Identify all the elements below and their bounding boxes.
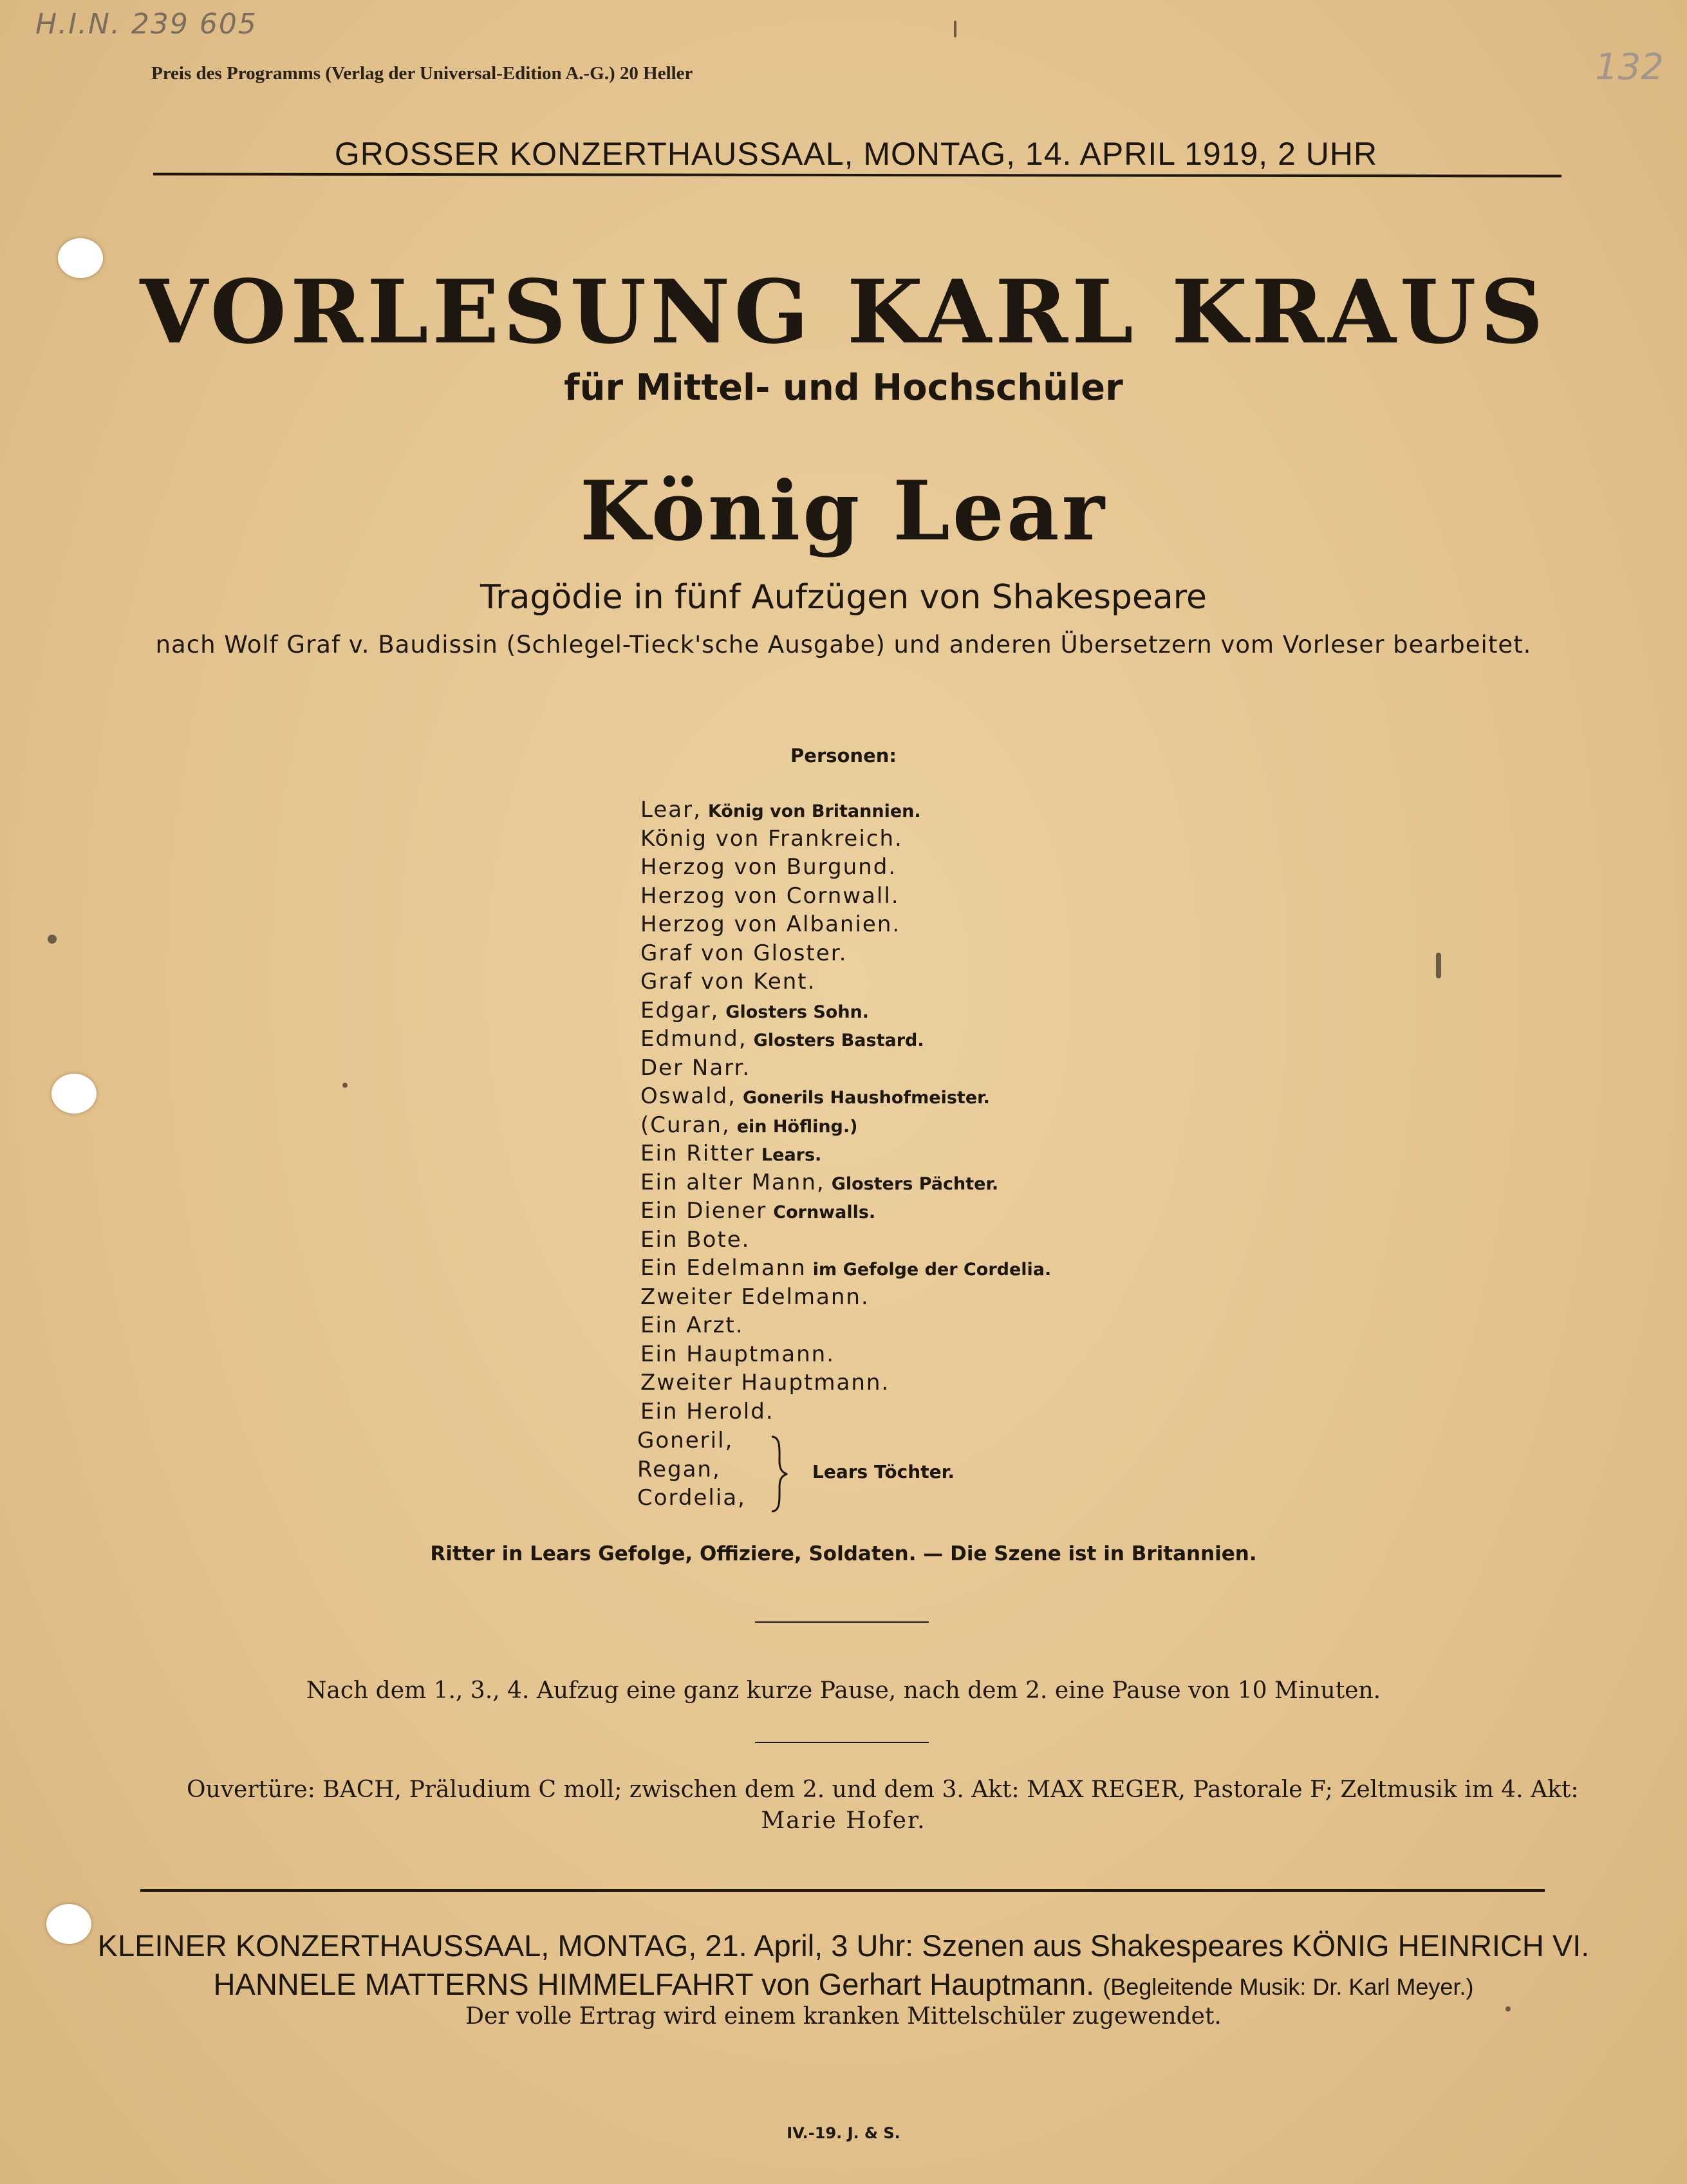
cast-item bbox=[640, 1283, 1051, 1312]
cast-role: Herzog von Burgund. bbox=[640, 854, 897, 880]
cast-item bbox=[640, 1311, 1051, 1340]
event-subtitle: für Mittel- und Hochschüler bbox=[564, 367, 1123, 409]
daughter-name: Goneril, bbox=[637, 1428, 734, 1453]
cast-item bbox=[640, 796, 1051, 825]
play-subtitle: Tragödie in fünf Aufzügen von Shakespeare bbox=[480, 578, 1207, 617]
pause-line: Nach dem 1., 3., 4. Aufzug eine ganz kurze Pause, nach dem 2. eine Pause von 10 Minuten. bbox=[306, 1677, 1381, 1704]
cast-role: Ein Ritter bbox=[640, 1141, 755, 1166]
cast-role: Der Narr. bbox=[640, 1054, 751, 1081]
next-event-music: (Begleitende Musik: Dr. Karl Meyer.) bbox=[1103, 1974, 1474, 2000]
short-divider bbox=[755, 1621, 929, 1623]
paper-spot bbox=[954, 21, 956, 37]
cast-item bbox=[640, 1082, 1051, 1111]
cast-desc: Glosters Pächter. bbox=[831, 1173, 999, 1194]
cast-item bbox=[640, 939, 1051, 968]
daughter-name: Regan, bbox=[637, 1456, 721, 1482]
cast-role: Zweiter Hauptmann. bbox=[640, 1370, 890, 1395]
cast-role: Ein Hauptmann. bbox=[640, 1341, 835, 1367]
next-event-line: KLEINER KONZERTHAUSSAAL, MONTAG, 21. April, 3 Uhr: Szenen aus Shakespeares KÖNIG HEINRICH VI. bbox=[97, 1928, 1590, 1963]
cast-item bbox=[640, 1025, 1051, 1054]
paper-spot bbox=[1505, 2006, 1511, 2011]
cast-role: Lear, bbox=[640, 797, 702, 823]
cast-desc: König von Britannien. bbox=[707, 801, 921, 821]
cast-item bbox=[640, 1368, 1051, 1397]
cast-desc: Lears. bbox=[761, 1145, 822, 1165]
extras-line: Ritter in Lears Gefolge, Offiziere, Soldaten. — Die Szene ist in Britannien. bbox=[430, 1542, 1257, 1565]
cast-role: Ein alter Mann, bbox=[640, 1169, 825, 1195]
cast-item bbox=[640, 853, 1051, 882]
proceeds-note: Der volle Ertrag wird einem kranken Mittelschüler zugewendet. bbox=[465, 2003, 1222, 2030]
top-rule bbox=[153, 173, 1561, 177]
cast-role: Oswald, bbox=[640, 1083, 736, 1109]
cast-role: Graf von Kent. bbox=[640, 969, 816, 994]
cast-item bbox=[640, 1139, 1051, 1168]
event-title: VORLESUNG KARL KRAUS bbox=[140, 261, 1547, 364]
punch-hole bbox=[51, 1074, 97, 1114]
music-line-continued: Marie Hofer. bbox=[761, 1807, 926, 1834]
play-title: König Lear bbox=[579, 463, 1107, 559]
cast-item bbox=[640, 1054, 1051, 1083]
cast-list bbox=[640, 796, 1051, 1426]
cast-desc: Glosters Sohn. bbox=[725, 1002, 870, 1022]
cast-item bbox=[640, 967, 1051, 996]
cast-role: Edgar, bbox=[640, 997, 720, 1023]
curly-brace-icon bbox=[769, 1435, 790, 1513]
cast-item bbox=[640, 1168, 1051, 1197]
cast-desc: ein Höfling.) bbox=[736, 1116, 858, 1137]
cast-item bbox=[640, 1254, 1051, 1283]
cast-role: (Curan, bbox=[640, 1112, 731, 1138]
cast-item bbox=[640, 825, 1051, 854]
cast-item bbox=[640, 1111, 1051, 1140]
cast-item bbox=[640, 1397, 1051, 1426]
cast-desc: Cornwalls. bbox=[773, 1202, 876, 1222]
cast-role: Ein Diener bbox=[640, 1198, 767, 1224]
folio-number: 132 bbox=[1595, 46, 1664, 88]
cast-item bbox=[640, 882, 1051, 911]
cast-item bbox=[640, 996, 1051, 1025]
daughters-group bbox=[637, 1426, 746, 1513]
cast-role: Ein Edelmann bbox=[640, 1255, 806, 1281]
cast-role: Ein Bote. bbox=[640, 1226, 750, 1253]
punch-hole bbox=[46, 1904, 91, 1944]
cast-desc: im Gefolge der Cordelia. bbox=[812, 1260, 1052, 1280]
cast-item bbox=[640, 1197, 1051, 1226]
personen-heading: Personen: bbox=[790, 745, 897, 767]
cast-role: König von Frankreich. bbox=[640, 825, 903, 852]
cast-desc: Gonerils Haushofmeister. bbox=[742, 1088, 990, 1108]
adaptation-note: nach Wolf Graf v. Baudissin (Schlegel-Tieck'sche Ausgabe) und anderen Übersetzern vom Vorleser bearbeitet. bbox=[155, 631, 1532, 658]
bottom-rule bbox=[140, 1889, 1545, 1892]
daughter-name: Cordelia, bbox=[637, 1485, 746, 1511]
printer-mark: IV.-19. J. & S. bbox=[787, 2124, 900, 2142]
cast-desc: Glosters Bastard. bbox=[753, 1031, 924, 1050]
music-line: Ouvertüre: BACH, Präludium C moll; zwischen dem 2. und dem 3. Akt: MAX REGER, Pastorale F; Zeltmusik im 4. Akt: bbox=[187, 1777, 1579, 1803]
venue-line: GROSSER KONZERTHAUSSAAL, MONTAG, 14. APRIL 1919, 2 UHR bbox=[334, 136, 1378, 172]
cast-role: Graf von Gloster. bbox=[640, 940, 848, 966]
daughters-desc: Lears Töchter. bbox=[812, 1461, 955, 1482]
cast-item bbox=[640, 1340, 1051, 1369]
paper-spot bbox=[1436, 953, 1441, 978]
cast-role: Herzog von Albanien. bbox=[640, 911, 901, 937]
cast-item bbox=[640, 1226, 1051, 1255]
price-line: Preis des Programms (Verlag der Universal-Edition A.-G.) 20 Heller bbox=[151, 63, 693, 84]
cast-item bbox=[640, 910, 1051, 939]
cast-role: Ein Arzt. bbox=[640, 1312, 744, 1338]
cast-role: Edmund, bbox=[640, 1026, 747, 1052]
next-event-line-2 bbox=[0, 1966, 1687, 2002]
short-divider bbox=[755, 1742, 929, 1743]
cast-role: Zweiter Edelmann. bbox=[640, 1283, 870, 1310]
cast-role: Herzog von Cornwall. bbox=[640, 882, 900, 909]
cast-role: Ein Herold. bbox=[640, 1398, 774, 1424]
paper-spot bbox=[48, 935, 57, 944]
punch-hole bbox=[58, 238, 103, 278]
next-event-main: HANNELE MATTERNS HIMMELFAHRT von Gerhart Hauptmann. bbox=[213, 1967, 1095, 2001]
archive-mark: H.I.N. 239 605 bbox=[35, 8, 257, 41]
paper-spot bbox=[342, 1083, 348, 1088]
